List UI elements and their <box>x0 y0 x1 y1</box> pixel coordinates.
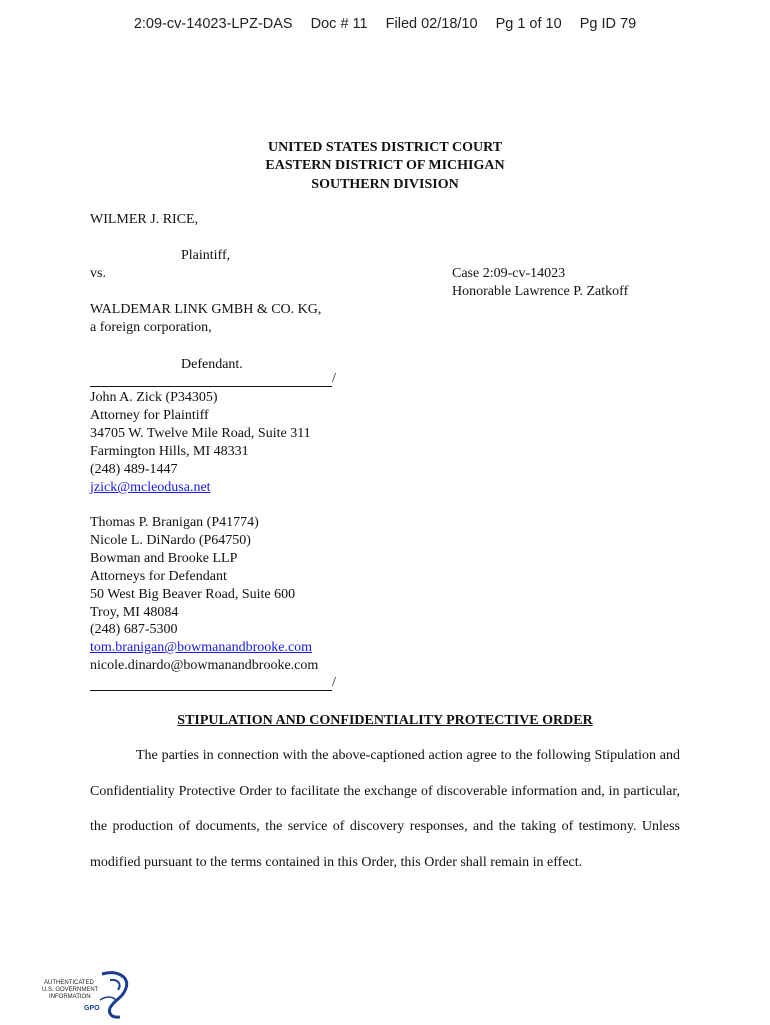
gpo-eagle-icon <box>40 970 135 1020</box>
header-page-id: Pg ID 79 <box>579 16 637 32</box>
document-title: STIPULATION AND CONFIDENTIALITY PROTECTIVE ORDER <box>177 713 593 728</box>
defense-email-2: nicole.dinardo@bowmanandbrooke.com <box>90 658 319 673</box>
seal-line-2: U.S. GOVERNMENT <box>42 987 99 993</box>
seal-mark: GPO <box>84 1005 100 1012</box>
body-paragraph <box>90 738 680 880</box>
court-name: UNITED STATES DISTRICT COURT <box>267 140 503 155</box>
defense-attorney-name-1: Thomas P. Branigan (P41774) <box>90 515 259 530</box>
plaintiff-attorney-phone: (248) 489-1447 <box>90 462 178 477</box>
defense-phone: (248) 687-5300 <box>90 622 178 637</box>
gpo-authentication-seal <box>40 970 135 1020</box>
caption-divider-slash: / <box>332 371 336 386</box>
defense-attorney-role: Attorneys for Defendant <box>90 569 227 584</box>
plaintiff-attorney-city: Farmington Hills, MI 48331 <box>90 444 249 459</box>
caption-divider <box>90 386 332 387</box>
plaintiff-attorney-email-link[interactable]: jzick@mcleodusa.net <box>90 480 211 495</box>
defendant-name: WALDEMAR LINK GMBH & CO. KG, <box>90 302 322 317</box>
header-page-count: Pg 1 of 10 <box>495 16 562 32</box>
body-paragraph-text: The parties in connection with the above-captioned action agree to the following Stipulation and Confidentiality Protective Order to facilitate the exchange of discoverable information and, in particular, the production of documents, the service of discovery responses, and the taking of testimony. Unless modified pursuant to the terms contained in this Order, this Order shall remain in effect. <box>90 748 680 870</box>
court-district: EASTERN DISTRICT OF MICHIGAN <box>265 158 505 173</box>
defendant-role: Defendant. <box>181 357 243 372</box>
seal-line-3: INFORMATION <box>49 994 91 1000</box>
defense-attorney-name-2: Nicole L. DiNardo (P64750) <box>90 533 251 548</box>
plaintiff-attorney-name: John A. Zick (P34305) <box>90 390 218 405</box>
defense-address: 50 West Big Beaver Road, Suite 600 <box>90 587 296 602</box>
filing-header <box>0 16 770 32</box>
header-case-number: 2:09-cv-14023-LPZ-DAS <box>133 16 293 32</box>
plaintiff-name: WILMER J. RICE, <box>90 212 199 227</box>
defense-city: Troy, MI 48084 <box>90 605 179 620</box>
plaintiff-role: Plaintiff, <box>181 248 231 263</box>
versus: vs. <box>90 266 106 281</box>
case-number: Case 2:09-cv-14023 <box>452 266 566 281</box>
counsel-divider-slash: / <box>332 675 336 690</box>
defendant-description: a foreign corporation, <box>90 320 212 335</box>
seal-line-1: AUTHENTICATED <box>44 980 94 986</box>
defense-email-link-1[interactable]: tom.branigan@bowmanandbrooke.com <box>90 640 313 655</box>
counsel-divider <box>90 690 332 691</box>
plaintiff-attorney-role: Attorney for Plaintiff <box>90 408 209 423</box>
defense-firm: Bowman and Brooke LLP <box>90 551 238 566</box>
plaintiff-attorney-address: 34705 W. Twelve Mile Road, Suite 311 <box>90 426 311 441</box>
header-doc-number: Doc # 11 <box>310 16 368 32</box>
judge-name: Honorable Lawrence P. Zatkoff <box>452 284 629 299</box>
header-filed-date: Filed 02/18/10 <box>385 16 478 32</box>
court-division: SOUTHERN DIVISION <box>311 177 459 192</box>
